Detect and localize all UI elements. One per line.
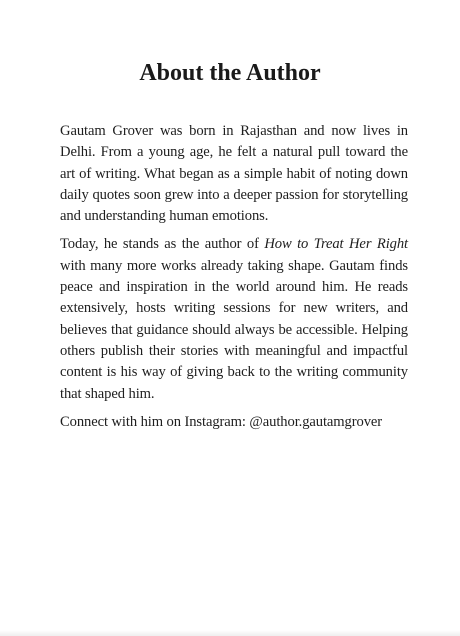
book-title: How to Treat Her Right xyxy=(264,236,408,253)
page-title: About the Author xyxy=(139,60,321,86)
bio-paragraph-works xyxy=(60,234,408,404)
bio-paragraph-origin: Gautam Grover was born in Rajasthan and now lives in Delhi. From a young age, he felt a natural pull toward the art of writing. What began as a simple habit of noting down daily quotes soon grew into a deeper passion for storytelling and understanding human emotions. xyxy=(60,123,408,225)
author-bio xyxy=(60,121,408,433)
page-bottom-edge xyxy=(0,630,460,636)
works-intro-text: Today, he stands as the author of xyxy=(60,236,265,253)
works-continuation-text: with many more works already taking shape. Gautam finds peace and inspiration in the world around him. He reads extensively, hosts writing sessions for new writers, and believes that guidance should always be accessible. Helping others publish their stories with meaningful and impactful content is his way of giving back to the writing community that shaped him. xyxy=(60,257,408,402)
bio-paragraph-contact: Connect with him on Instagram: @author.gautamgrover xyxy=(60,413,383,430)
